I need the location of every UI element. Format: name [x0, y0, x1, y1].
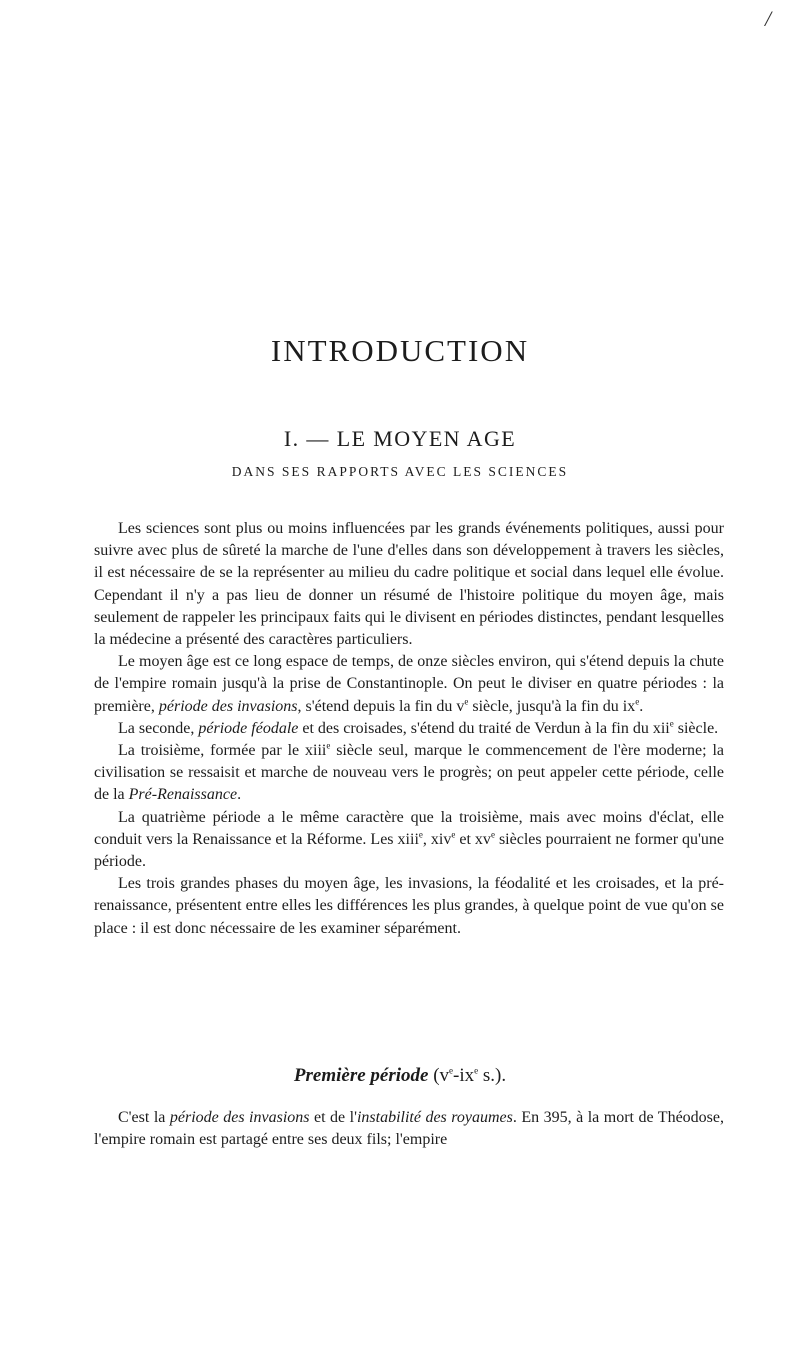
paragraph-5-sup-2: e	[451, 829, 456, 840]
section-heading: I. — LE MOYEN AGE	[283, 426, 517, 451]
paragraph-4-emphasis: Pré-Renaissance	[128, 786, 238, 804]
paragraph-3	[94, 718, 724, 740]
paragraph-4	[94, 740, 724, 807]
body-text-continued	[94, 1107, 724, 1151]
paragraph-5-text-c: , xiv	[422, 830, 452, 848]
section-subtitle: DANS SES RAPPORTS AVEC LES SCIENCES	[231, 464, 569, 479]
paragraph-4-sup: e	[326, 740, 331, 751]
final-paragraph-emphasis-2: instabilité des royaumes	[356, 1109, 513, 1126]
paragraph-6-text: Les trois grandes phases du moyen âge, les invasions, la féodalité et les croisades, et la pré-renaissance, présentent entre elles les différences les plus grandes, à quelque point de vue qu'on se place : il est donc nécessaire de les examiner séparément.	[94, 875, 724, 937]
paragraph-2-sup-1: e	[464, 696, 469, 707]
paragraph-1	[94, 518, 724, 651]
paragraph-4-text-e: .	[237, 786, 242, 804]
paragraph-5-text-e: et xv	[455, 830, 491, 848]
period-heading-range-e: s.).	[478, 1065, 507, 1086]
period-heading-sup-2: e	[474, 1065, 479, 1076]
period-heading-label: Première période	[293, 1065, 429, 1086]
paragraph-3-text-c: et des croisades, s'étend du traité de Verdun à la fin du xii	[298, 719, 670, 737]
final-paragraph	[94, 1107, 724, 1151]
period-heading-range-c: -ix	[453, 1065, 475, 1086]
period-heading-range-a: (v	[428, 1065, 450, 1086]
paragraph-2-text-a: Le moyen âge est ce long espace de temps, de onze siècles environ, qui s'étend depuis la chute de l'empire romain jusqu'à la prise de Constantinople. On peut le diviser en quatre périodes : la première,	[94, 653, 724, 715]
paragraph-2-text-g: .	[639, 697, 644, 715]
paragraph-2-text-e: siècle, jusqu'à la fin du ix	[468, 697, 636, 715]
page-title: INTRODUCTION	[270, 332, 530, 368]
paragraph-2	[94, 651, 724, 718]
period-heading	[0, 1065, 800, 1087]
paragraph-3-sup: e	[669, 718, 674, 729]
paragraph-2-sup-2: e	[635, 696, 640, 707]
corner-mark: /	[765, 6, 772, 31]
final-paragraph-text-c: et de l'	[309, 1109, 357, 1126]
paragraph-4-text-c: siècle seul, marque le commencement de l'ère moderne; la civilisation se ressaisit et marche de nouveau vers le progrès; on peut appeler cette période, celle de la	[94, 742, 724, 804]
body-text	[94, 518, 724, 940]
paragraph-5-sup-3: e	[490, 829, 495, 840]
final-paragraph-text-e: . En 395, à la mort de Théodose, l'empire romain est partagé entre ses deux fils; l'empire	[94, 1109, 724, 1149]
paragraph-5	[94, 807, 724, 874]
paragraph-4-text-a: La troisième, formée par le xiii	[118, 742, 327, 760]
period-heading-sup-1: e	[449, 1065, 454, 1076]
paragraph-2-text-c: , s'étend depuis la fin du v	[297, 697, 465, 715]
paragraph-5-sup-1: e	[418, 829, 423, 840]
paragraph-1-text: Les sciences sont plus ou moins influencées par les grands événements politiques, aussi pour suivre avec plus de sûreté la marche de l'une d'elles dans son développement à travers les siècles, il est nécessaire de se la représenter au milieu du cadre politique et social dans lequel elle évolue. Cependant il n'y a pas lieu de donner un résumé de l'histoire politique du moyen âge, mais seulement de rappeler les principaux faits qui le divisent en périodes distinctes, pendant lesquelles la médecine a présenté des caractères particuliers.	[94, 520, 724, 649]
paragraph-6	[94, 873, 724, 940]
paragraph-3-text-e: siècle.	[673, 719, 719, 737]
paragraph-3-emphasis: période féodale	[198, 719, 299, 737]
paragraph-3-text-a: La seconde,	[118, 719, 199, 737]
paragraph-2-emphasis: période des invasions	[158, 697, 298, 715]
paragraph-5-text-a: La quatrième période a le même caractère que la troisième, mais avec moins d'éclat, elle conduit vers la Renaissance et la Réforme. Les xiii	[94, 808, 724, 848]
final-paragraph-text-a: C'est la	[118, 1109, 170, 1126]
paragraph-5-text-g: siècles pourraient ne former qu'une période.	[94, 830, 725, 871]
final-paragraph-emphasis-1: période des invasions	[169, 1109, 310, 1126]
